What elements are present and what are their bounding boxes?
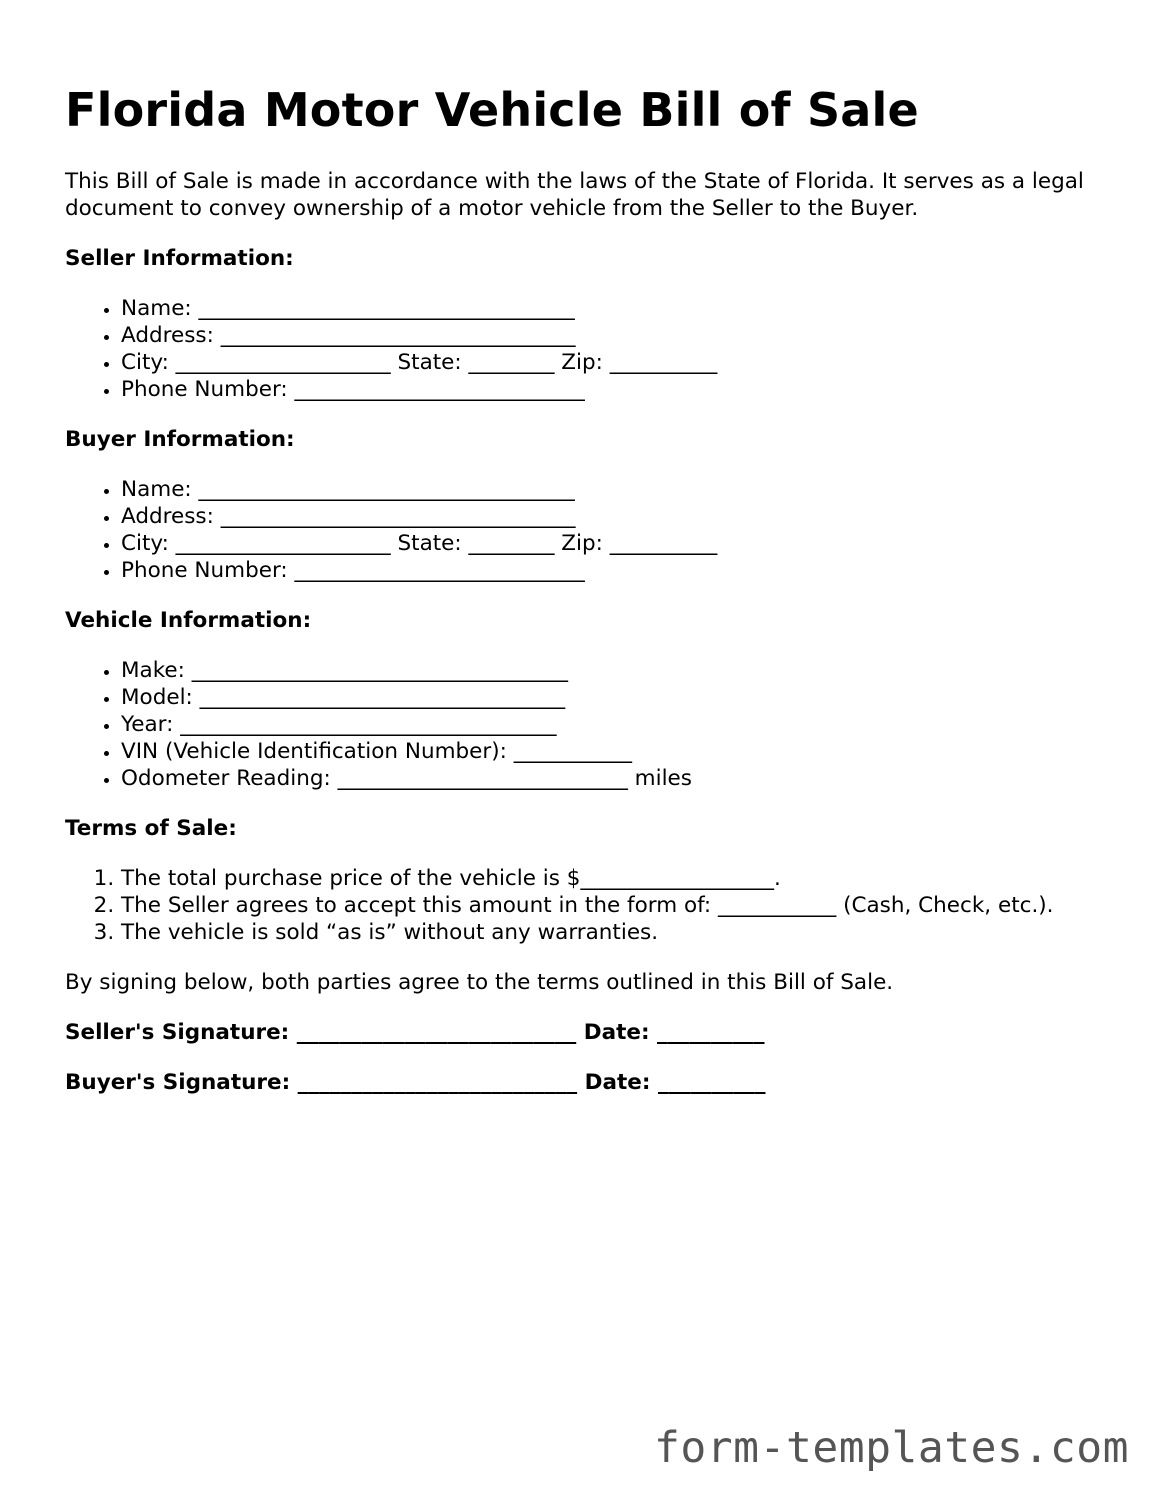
document-title: Florida Motor Vehicle Bill of Sale xyxy=(65,83,919,137)
agreement-statement: By signing below, both parties agree to the terms outlined in this Bill of Sale. xyxy=(65,970,894,995)
buyer-name-field[interactable]: • Name: ___________________________________ xyxy=(121,476,1105,503)
vehicle-make-field[interactable]: • Make: ___________________________________ xyxy=(121,657,1105,684)
buyer-list xyxy=(65,476,1105,584)
vehicle-model-field[interactable]: • Model: __________________________________ xyxy=(121,684,1105,711)
terms-as-is-item: 3. The vehicle is sold “as is” without any warranties. xyxy=(121,919,1105,946)
seller-signature-line[interactable]: Seller's Signature: __________________________ Date: __________ xyxy=(65,1020,765,1045)
vehicle-vin-field[interactable]: • VIN (Vehicle Identification Number): ___________ xyxy=(121,738,1105,765)
buyer-city-state-zip-field[interactable]: • City: ____________________ State: ________ Zip: __________ xyxy=(121,530,1105,557)
buyer-signature-line[interactable]: Buyer's Signature: __________________________ Date: __________ xyxy=(65,1070,766,1095)
terms-price-item[interactable]: 1. The total purchase price of the vehicle is $__________________. xyxy=(121,865,1105,892)
vehicle-odometer-field[interactable]: • Odometer Reading: ___________________________ miles xyxy=(121,765,1105,792)
vehicle-list xyxy=(65,657,1105,792)
site-watermark: form-templates.com xyxy=(654,1423,1129,1473)
buyer-phone-field[interactable]: • Phone Number: ___________________________ xyxy=(121,557,1105,584)
buyer-heading: Buyer Information: xyxy=(65,427,295,452)
intro-paragraph: This Bill of Sale is made in accordance with the laws of the State of Florida. It serves as a legal document to convey ownership of a motor vehicle from the Seller to the Buyer. xyxy=(65,169,1084,221)
seller-phone-field[interactable]: • Phone Number: ___________________________ xyxy=(121,376,1105,403)
seller-city-state-zip-field[interactable]: • City: ____________________ State: ________ Zip: __________ xyxy=(121,349,1105,376)
seller-heading: Seller Information: xyxy=(65,246,294,271)
seller-list xyxy=(65,295,1105,403)
vehicle-year-field[interactable]: • Year: ___________________________________ xyxy=(121,711,1105,738)
seller-name-field[interactable]: • Name: ___________________________________ xyxy=(121,295,1105,322)
terms-list xyxy=(65,865,1105,946)
vehicle-heading: Vehicle Information: xyxy=(65,608,312,633)
seller-address-field[interactable]: • Address: _________________________________ xyxy=(121,322,1105,349)
buyer-address-field[interactable]: • Address: _________________________________ xyxy=(121,503,1105,530)
terms-heading: Terms of Sale: xyxy=(65,816,237,841)
terms-payment-form-item[interactable]: 2. The Seller agrees to accept this amount in the form of: ___________ (Cash, Check, etc.). xyxy=(121,892,1105,919)
document-page xyxy=(65,80,1105,1096)
